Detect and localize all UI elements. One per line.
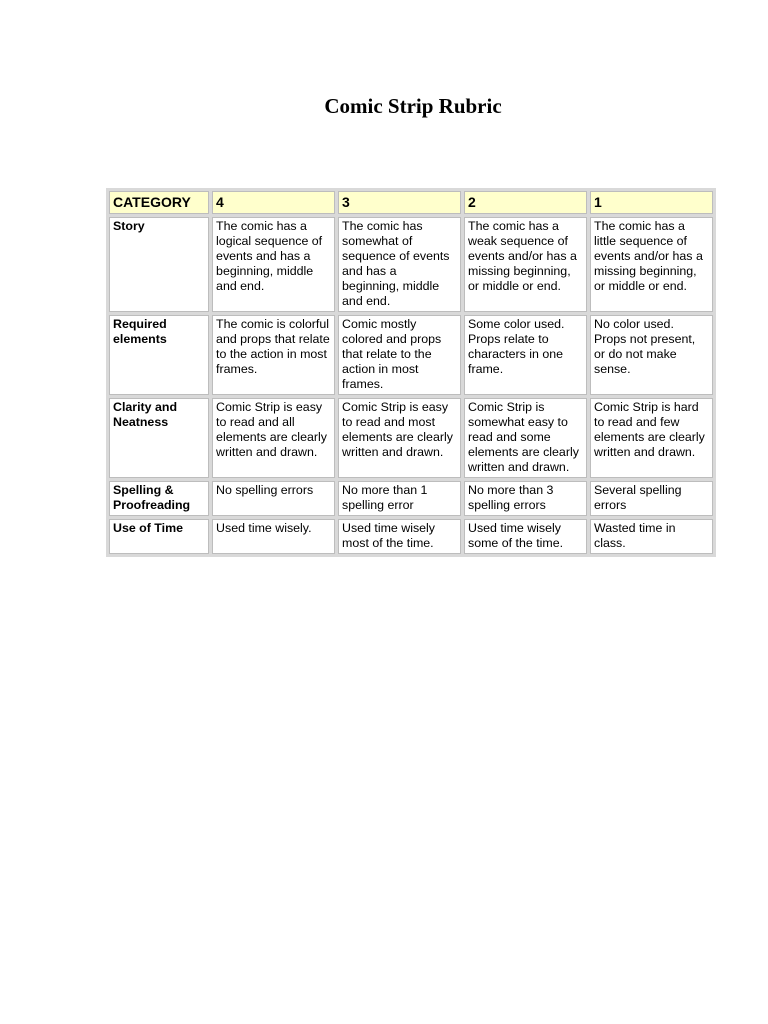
- table-row: [109, 481, 713, 516]
- table-row: [109, 217, 713, 312]
- table-cell: The comic is colorful and props that relate to the action in most frames.: [212, 315, 335, 395]
- table-cell: Comic Strip is hard to read and few elements are clearly written and drawn.: [590, 398, 713, 478]
- table-cell: Used time wisely most of the time.: [338, 519, 461, 554]
- table-cell: No more than 3 spelling errors: [464, 481, 587, 516]
- table-cell: Comic Strip is easy to read and all elements are clearly written and drawn.: [212, 398, 335, 478]
- row-category: Clarity and Neatness: [109, 398, 209, 478]
- table-row: [109, 398, 713, 478]
- table-cell: No spelling errors: [212, 481, 335, 516]
- table-row: [109, 519, 713, 554]
- table-cell: Used time wisely.: [212, 519, 335, 554]
- header-level-2: 2: [464, 191, 587, 214]
- row-category: Spelling & Proofreading: [109, 481, 209, 516]
- table-cell: Several spelling errors: [590, 481, 713, 516]
- table-cell: Comic Strip is somewhat easy to read and some elements are clearly written and drawn.: [464, 398, 587, 478]
- table-cell: No color used. Props not present, or do not make sense.: [590, 315, 713, 395]
- row-category: Use of Time: [109, 519, 209, 554]
- table-cell: Some color used. Props relate to characters in one frame.: [464, 315, 587, 395]
- header-level-3: 3: [338, 191, 461, 214]
- table-cell: The comic has a logical sequence of events and has a beginning, middle and end.: [212, 217, 335, 312]
- table-row: [109, 315, 713, 395]
- table-cell: Wasted time in class.: [590, 519, 713, 554]
- header-level-1: 1: [590, 191, 713, 214]
- table-cell: No more than 1 spelling error: [338, 481, 461, 516]
- row-category: Story: [109, 217, 209, 312]
- header-row: [109, 191, 713, 214]
- table-cell: The comic has a little sequence of events and/or has a missing beginning, or middle or end.: [590, 217, 713, 312]
- table-cell: Comic Strip is easy to read and most elements are clearly written and drawn.: [338, 398, 461, 478]
- table-cell: The comic has somewhat of sequence of events and has a beginning, middle and end.: [338, 217, 461, 312]
- header-category: CATEGORY: [109, 191, 209, 214]
- table-cell: Comic mostly colored and props that relate to the action in most frames.: [338, 315, 461, 395]
- table-cell: Used time wisely some of the time.: [464, 519, 587, 554]
- header-level-4: 4: [212, 191, 335, 214]
- rubric-table: [106, 188, 716, 557]
- table-cell: The comic has a weak sequence of events and/or has a missing beginning, or middle or end.: [464, 217, 587, 312]
- page-title: Comic Strip Rubric: [324, 94, 502, 118]
- row-category: Required elements: [109, 315, 209, 395]
